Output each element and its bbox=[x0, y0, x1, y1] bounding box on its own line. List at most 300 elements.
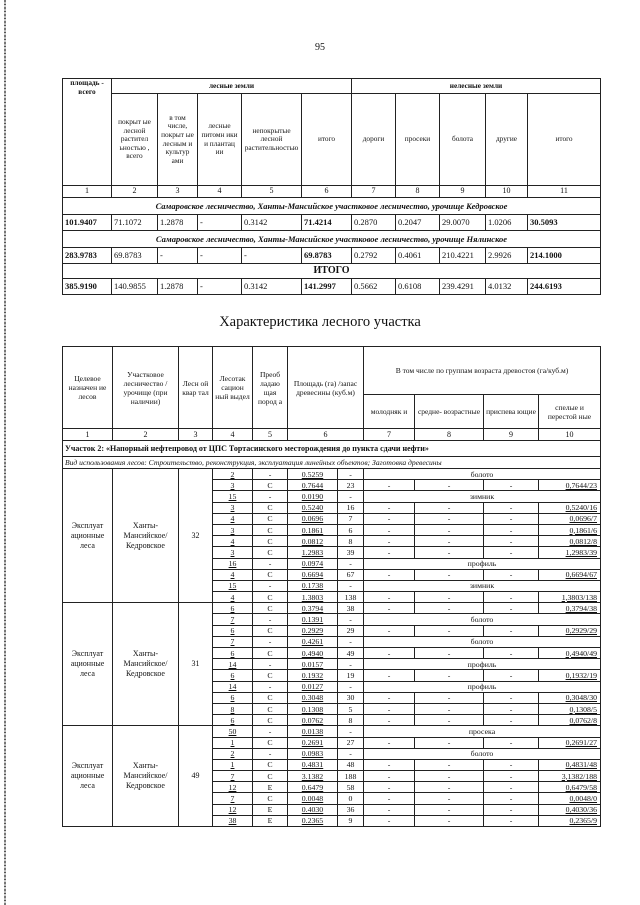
cell-middle: - bbox=[415, 703, 484, 714]
cell-maturing: - bbox=[484, 759, 539, 770]
cell-vydel: 4 bbox=[213, 569, 253, 580]
cell-mature: 0,4831/48 bbox=[539, 759, 601, 770]
cell-stock: 36 bbox=[338, 804, 364, 815]
cell-stock: 5 bbox=[338, 703, 364, 714]
col-other: другие bbox=[486, 94, 528, 186]
cell-vydel: 4 bbox=[213, 592, 253, 603]
cell-vydel: 7 bbox=[213, 793, 253, 804]
cell-vydel: 8 bbox=[213, 703, 253, 714]
section-heading: Характеристика лесного участка bbox=[219, 314, 421, 330]
cell-area: 0.4831 bbox=[288, 759, 338, 770]
cell-species: С bbox=[253, 670, 288, 681]
cell-mature: 0,6479/58 bbox=[539, 782, 601, 793]
col-young: молодняк и bbox=[364, 395, 415, 429]
cell-species: Е bbox=[253, 804, 288, 815]
col-number: 8 bbox=[415, 429, 484, 441]
cell: 0.2792 bbox=[352, 248, 396, 264]
cell-species: С bbox=[253, 480, 288, 491]
cell-mature: 0,6694/67 bbox=[539, 569, 601, 580]
cell-mature: 0,1308/5 bbox=[539, 703, 601, 714]
cell-middle: - bbox=[415, 536, 484, 547]
cell-district: Ханты- Мансийское/ Кедровское bbox=[113, 469, 179, 603]
col-number: 9 bbox=[440, 186, 486, 198]
cell-vydel: 3 bbox=[213, 524, 253, 535]
cell-stock: 0 bbox=[338, 793, 364, 804]
section-title: Самаровское лесничество, Ханты-Мансийское участковое лесничество, урочище Кедровское bbox=[63, 198, 601, 215]
cell-area: 0.5240 bbox=[288, 502, 338, 513]
cell: 71.4214 bbox=[302, 215, 352, 231]
col-group-forest-lands: лесные земли bbox=[112, 79, 352, 94]
cell-species: - bbox=[253, 636, 288, 647]
cell-mature: 0,4030/36 bbox=[539, 804, 601, 815]
cell-stock: 49 bbox=[338, 648, 364, 659]
cell: 385.9190 bbox=[63, 279, 112, 295]
cell-species: С bbox=[253, 524, 288, 535]
cell-maturing: - bbox=[484, 592, 539, 603]
cell-vydel: 7 bbox=[213, 636, 253, 647]
cell-species: С bbox=[253, 569, 288, 580]
cell: 69.8783 bbox=[302, 248, 352, 264]
col-purpose: Целевое назначен ие лесов bbox=[63, 347, 113, 429]
cell-vydel: 4 bbox=[213, 513, 253, 524]
cell-note: болото bbox=[364, 469, 601, 480]
cell-area: 0.0048 bbox=[288, 793, 338, 804]
cell-mature: 0,7644/23 bbox=[539, 480, 601, 491]
cell-maturing: - bbox=[484, 648, 539, 659]
cell-middle: - bbox=[415, 771, 484, 782]
cell: 69.8783 bbox=[112, 248, 158, 264]
cell-maturing: - bbox=[484, 502, 539, 513]
cell-area: 0.1738 bbox=[288, 580, 338, 591]
cell-purpose: Эксплуат ационные леса bbox=[63, 726, 113, 827]
cell: 0.3142 bbox=[242, 279, 302, 295]
cell: - bbox=[158, 248, 198, 264]
col-number: 3 bbox=[158, 186, 198, 198]
cell: 214.1000 bbox=[528, 248, 601, 264]
cell-area: 0.1932 bbox=[288, 670, 338, 681]
cell-maturing: - bbox=[484, 782, 539, 793]
cell-vydel: 6 bbox=[213, 625, 253, 636]
cell-vydel: 1 bbox=[213, 759, 253, 770]
cell-stock: 58 bbox=[338, 782, 364, 793]
cell-young: - bbox=[364, 480, 415, 491]
cell-quarter: 49 bbox=[179, 726, 213, 827]
cell-species: С bbox=[253, 759, 288, 770]
cell-vydel: 15 bbox=[213, 580, 253, 591]
cell-note: болото bbox=[364, 748, 601, 759]
cell-stock: 67 bbox=[338, 569, 364, 580]
cell-young: - bbox=[364, 804, 415, 815]
col-forest-total: итого bbox=[302, 94, 352, 186]
cell-vydel: 4 bbox=[213, 536, 253, 547]
col-mature: спелые и перестой ные bbox=[539, 395, 601, 429]
cell-area: 0.0157 bbox=[288, 659, 338, 670]
cell: - bbox=[198, 248, 242, 264]
cell-purpose: Эксплуат ационные леса bbox=[63, 603, 113, 726]
col-number: 10 bbox=[486, 186, 528, 198]
cell-mature: 0,2929/29 bbox=[539, 625, 601, 636]
cell-vydel: 6 bbox=[213, 603, 253, 614]
cell: 0.2870 bbox=[352, 215, 396, 231]
cell-middle: - bbox=[415, 670, 484, 681]
cell-middle: - bbox=[415, 524, 484, 535]
cell-stock: - bbox=[338, 558, 364, 569]
table-row bbox=[63, 469, 601, 480]
cell-note: профиль bbox=[364, 558, 601, 569]
cell-mature: 0,0812/8 bbox=[539, 536, 601, 547]
cell-species: - bbox=[253, 726, 288, 737]
cell: 0.6108 bbox=[396, 279, 440, 295]
cell-young: - bbox=[364, 737, 415, 748]
cell-middle: - bbox=[415, 715, 484, 726]
table-row bbox=[63, 215, 601, 231]
forest-plot-table bbox=[62, 346, 601, 827]
cell-maturing: - bbox=[484, 513, 539, 524]
cell-vydel: 1 bbox=[213, 737, 253, 748]
cell-vydel: 16 bbox=[213, 558, 253, 569]
col-clearings: просеки bbox=[396, 94, 440, 186]
col-number: 4 bbox=[198, 186, 242, 198]
cell-stock: - bbox=[338, 748, 364, 759]
cell-area: 1.2983 bbox=[288, 547, 338, 558]
cell-maturing: - bbox=[484, 625, 539, 636]
cell: 1.2878 bbox=[158, 279, 198, 295]
cell-area: 0.5259 bbox=[288, 469, 338, 480]
cell-species: - bbox=[253, 580, 288, 591]
cell-species: - bbox=[253, 614, 288, 625]
cell: 4.0132 bbox=[486, 279, 528, 295]
col-number: 9 bbox=[484, 429, 539, 441]
cell-stock: 138 bbox=[338, 592, 364, 603]
cell-species: С bbox=[253, 603, 288, 614]
cell-middle: - bbox=[415, 569, 484, 580]
cell-district: Ханты- Мансийское/ Кедровское bbox=[113, 603, 179, 726]
cell-maturing: - bbox=[484, 703, 539, 714]
cell-vydel: 7 bbox=[213, 614, 253, 625]
cell-maturing: - bbox=[484, 793, 539, 804]
cell-species: С bbox=[253, 547, 288, 558]
cell-middle: - bbox=[415, 625, 484, 636]
cell-stock: 188 bbox=[338, 771, 364, 782]
cell: 0.4061 bbox=[396, 248, 440, 264]
cell-species: С bbox=[253, 502, 288, 513]
total-row bbox=[63, 279, 601, 295]
cell-stock: 48 bbox=[338, 759, 364, 770]
cell-area: 0.0812 bbox=[288, 536, 338, 547]
col-number: 3 bbox=[179, 429, 213, 441]
cell-note: просека bbox=[364, 726, 601, 737]
cell-young: - bbox=[364, 759, 415, 770]
cell: 239.4291 bbox=[440, 279, 486, 295]
cell-stock: 7 bbox=[338, 513, 364, 524]
cell-species: С bbox=[253, 793, 288, 804]
cell-stock: - bbox=[338, 580, 364, 591]
cell-purpose: Эксплуат ационные леса bbox=[63, 469, 113, 603]
cell-young: - bbox=[364, 793, 415, 804]
col-area-total: площадь - всего bbox=[63, 79, 112, 186]
col-group-nonforest-lands: нелесные земли bbox=[352, 79, 601, 94]
cell-stock: 16 bbox=[338, 502, 364, 513]
cell-area: 0.3048 bbox=[288, 692, 338, 703]
cell: 0.5662 bbox=[352, 279, 396, 295]
cell-district: Ханты- Мансийское/ Кедровское bbox=[113, 726, 179, 827]
cell-stock: 29 bbox=[338, 625, 364, 636]
cell-species: С bbox=[253, 648, 288, 659]
cell-maturing: - bbox=[484, 815, 539, 826]
col-district: Участковое лесничество /урочище (при наличии) bbox=[113, 347, 179, 429]
cell-stock: - bbox=[338, 614, 364, 625]
cell-mature: 0,1932/19 bbox=[539, 670, 601, 681]
cell-vydel: 6 bbox=[213, 648, 253, 659]
land-area-table bbox=[62, 78, 601, 295]
cell-area: 0.3794 bbox=[288, 603, 338, 614]
table-row bbox=[63, 726, 601, 737]
cell-note: болото bbox=[364, 614, 601, 625]
cell-maturing: - bbox=[484, 547, 539, 558]
cell-note: зимник bbox=[364, 491, 601, 502]
cell-mature: 0,1861/6 bbox=[539, 524, 601, 535]
cell-middle: - bbox=[415, 480, 484, 491]
cell-species: С bbox=[253, 625, 288, 636]
cell-young: - bbox=[364, 603, 415, 614]
col-number: 11 bbox=[528, 186, 601, 198]
cell: 29.0070 bbox=[440, 215, 486, 231]
cell-stock: 19 bbox=[338, 670, 364, 681]
cell-middle: - bbox=[415, 648, 484, 659]
col-incl-cultures: в том числе, покрыт ые лесным и культур ами bbox=[158, 94, 198, 186]
cell: 210.4221 bbox=[440, 248, 486, 264]
cell-vydel: 7 bbox=[213, 771, 253, 782]
cell-middle: - bbox=[415, 603, 484, 614]
cell-middle: - bbox=[415, 513, 484, 524]
cell-young: - bbox=[364, 782, 415, 793]
cell-species: - bbox=[253, 469, 288, 480]
col-number: 8 bbox=[396, 186, 440, 198]
cell: 0.3142 bbox=[242, 215, 302, 231]
cell-species: С bbox=[253, 536, 288, 547]
cell-middle: - bbox=[415, 502, 484, 513]
cell-maturing: - bbox=[484, 480, 539, 491]
cell-area: 0.7644 bbox=[288, 480, 338, 491]
cell: 0.2047 bbox=[396, 215, 440, 231]
cell-note: болото bbox=[364, 636, 601, 647]
cell-maturing: - bbox=[484, 569, 539, 580]
cell-stock: 38 bbox=[338, 603, 364, 614]
col-number: 7 bbox=[352, 186, 396, 198]
cell-area: 0.1308 bbox=[288, 703, 338, 714]
cell-maturing: - bbox=[484, 524, 539, 535]
cell-stock: 6 bbox=[338, 524, 364, 535]
cell-species: С bbox=[253, 715, 288, 726]
cell-vydel: 3 bbox=[213, 502, 253, 513]
col-uncovered: непокрытые лесной растительностью bbox=[242, 94, 302, 186]
cell: 2.9926 bbox=[486, 248, 528, 264]
cell-mature: 0,0762/8 bbox=[539, 715, 601, 726]
cell-young: - bbox=[364, 524, 415, 535]
cell-young: - bbox=[364, 625, 415, 636]
cell-young: - bbox=[364, 703, 415, 714]
cell-area: 0.0696 bbox=[288, 513, 338, 524]
cell-young: - bbox=[364, 771, 415, 782]
cell-middle: - bbox=[415, 759, 484, 770]
cell-stock: 8 bbox=[338, 536, 364, 547]
cell-area: 0.6479 bbox=[288, 782, 338, 793]
cell-species: - bbox=[253, 748, 288, 759]
cell: - bbox=[242, 248, 302, 264]
col-roads: дороги bbox=[352, 94, 396, 186]
cell-note: профиль bbox=[364, 681, 601, 692]
col-number: 10 bbox=[539, 429, 601, 441]
column-numbers-row bbox=[63, 429, 601, 441]
cell-young: - bbox=[364, 670, 415, 681]
cell-mature: 0,3048/30 bbox=[539, 692, 601, 703]
cell-mature: 0,2691/27 bbox=[539, 737, 601, 748]
cell: 1.0206 bbox=[486, 215, 528, 231]
cell-vydel: 3 bbox=[213, 547, 253, 558]
cell-maturing: - bbox=[484, 737, 539, 748]
column-numbers-row bbox=[63, 186, 601, 198]
col-number: 6 bbox=[302, 186, 352, 198]
cell-area: 0.2929 bbox=[288, 625, 338, 636]
table-row bbox=[63, 248, 601, 264]
total-title: ИТОГО bbox=[63, 264, 601, 279]
cell: - bbox=[198, 279, 242, 295]
col-number: 2 bbox=[112, 186, 158, 198]
cell-young: - bbox=[364, 502, 415, 513]
cell-stock: - bbox=[338, 726, 364, 737]
col-nurseries: лесные питомн ики и плантац ии bbox=[198, 94, 242, 186]
cell-middle: - bbox=[415, 815, 484, 826]
scan-edge-artifact bbox=[4, 0, 6, 905]
cell-vydel: 2 bbox=[213, 748, 253, 759]
cell-stock: - bbox=[338, 636, 364, 647]
cell-species: С bbox=[253, 592, 288, 603]
cell-vydel: 3 bbox=[213, 480, 253, 491]
cell-young: - bbox=[364, 648, 415, 659]
col-number: 1 bbox=[63, 186, 112, 198]
cell-young: - bbox=[364, 513, 415, 524]
cell-mature: 0,5240/16 bbox=[539, 502, 601, 513]
col-area: Площадь (га) /запас древесины (куб.м) bbox=[288, 347, 364, 429]
cell-vydel: 2 bbox=[213, 469, 253, 480]
cell-species: - bbox=[253, 681, 288, 692]
cell-mature: 3,1382/188 bbox=[539, 771, 601, 782]
table-row bbox=[63, 603, 601, 614]
cell-area: 0.0974 bbox=[288, 558, 338, 569]
cell: 71.1072 bbox=[112, 215, 158, 231]
cell-area: 0.4261 bbox=[288, 636, 338, 647]
cell: 101.9407 bbox=[63, 215, 112, 231]
cell-mature: 0,3794/38 bbox=[539, 603, 601, 614]
cell-area: 0.0762 bbox=[288, 715, 338, 726]
cell-middle: - bbox=[415, 737, 484, 748]
cell-mature: 0,0048/0 bbox=[539, 793, 601, 804]
cell-species: Е bbox=[253, 815, 288, 826]
plot-title: Участок 2: «Напорный нефтепровод от ЦПС Тортасинского месторождения до пункта сдачи нефти» bbox=[63, 441, 601, 457]
cell-maturing: - bbox=[484, 603, 539, 614]
cell-middle: - bbox=[415, 793, 484, 804]
cell-maturing: - bbox=[484, 692, 539, 703]
cell-maturing: - bbox=[484, 804, 539, 815]
cell-stock: 30 bbox=[338, 692, 364, 703]
cell-young: - bbox=[364, 536, 415, 547]
cell-vydel: 6 bbox=[213, 715, 253, 726]
cell-area: 0.4940 bbox=[288, 648, 338, 659]
cell-vydel: 50 bbox=[213, 726, 253, 737]
cell-stock: 39 bbox=[338, 547, 364, 558]
cell-quarter: 32 bbox=[179, 469, 213, 603]
cell-species: - bbox=[253, 558, 288, 569]
cell-species: - bbox=[253, 659, 288, 670]
cell-young: - bbox=[364, 715, 415, 726]
cell-vydel: 14 bbox=[213, 659, 253, 670]
cell-young: - bbox=[364, 815, 415, 826]
cell-vydel: 38 bbox=[213, 815, 253, 826]
col-number: 2 bbox=[113, 429, 179, 441]
cell-mature: 0,4940/49 bbox=[539, 648, 601, 659]
cell-young: - bbox=[364, 569, 415, 580]
col-nonforest-total: итого bbox=[528, 94, 601, 186]
cell-maturing: - bbox=[484, 771, 539, 782]
cell-stock: - bbox=[338, 659, 364, 670]
cell-species: С bbox=[253, 771, 288, 782]
cell-vydel: 12 bbox=[213, 782, 253, 793]
cell-stock: - bbox=[338, 681, 364, 692]
cell: 30.5093 bbox=[528, 215, 601, 231]
col-swamps: болота bbox=[440, 94, 486, 186]
cell-species: С bbox=[253, 703, 288, 714]
cell-area: 0.2691 bbox=[288, 737, 338, 748]
cell-young: - bbox=[364, 592, 415, 603]
cell: 141.2997 bbox=[302, 279, 352, 295]
usage-type: Вид использования лесов: Строительство, реконструкция, эксплуатация линейных объектов; Заготовка древесины bbox=[63, 457, 601, 469]
cell-area: 1.3803 bbox=[288, 592, 338, 603]
cell-vydel: 6 bbox=[213, 692, 253, 703]
cell-area: 0.0138 bbox=[288, 726, 338, 737]
cell-species: С bbox=[253, 737, 288, 748]
cell-stock: 23 bbox=[338, 480, 364, 491]
cell: 140.9855 bbox=[112, 279, 158, 295]
cell-vydel: 15 bbox=[213, 491, 253, 502]
cell-species: С bbox=[253, 692, 288, 703]
section-title: Самаровское лесничество, Ханты-Мансийское участковое лесничество, урочище Нялинское bbox=[63, 231, 601, 248]
cell-stock: - bbox=[338, 491, 364, 502]
cell-maturing: - bbox=[484, 670, 539, 681]
cell-area: 3.1382 bbox=[288, 771, 338, 782]
cell-note: зимник bbox=[364, 580, 601, 591]
cell-mature: 0,0696/7 bbox=[539, 513, 601, 524]
cell-quarter: 31 bbox=[179, 603, 213, 726]
cell-area: 0.0983 bbox=[288, 748, 338, 759]
cell-area: 0.0190 bbox=[288, 491, 338, 502]
cell-note: профиль bbox=[364, 659, 601, 670]
cell-mature: 1,2983/39 bbox=[539, 547, 601, 558]
cell-area: 0.4030 bbox=[288, 804, 338, 815]
cell-vydel: 12 bbox=[213, 804, 253, 815]
cell-stock: - bbox=[338, 469, 364, 480]
cell-species: С bbox=[253, 513, 288, 524]
cell-mature: 0,2365/9 bbox=[539, 815, 601, 826]
cell-species: Е bbox=[253, 782, 288, 793]
cell-mature: 1,3803/138 bbox=[539, 592, 601, 603]
cell-stock: 8 bbox=[338, 715, 364, 726]
cell-middle: - bbox=[415, 782, 484, 793]
cell-maturing: - bbox=[484, 715, 539, 726]
cell-middle: - bbox=[415, 692, 484, 703]
cell-area: 0.0127 bbox=[288, 681, 338, 692]
cell: 1.2878 bbox=[158, 215, 198, 231]
col-number: 5 bbox=[242, 186, 302, 198]
